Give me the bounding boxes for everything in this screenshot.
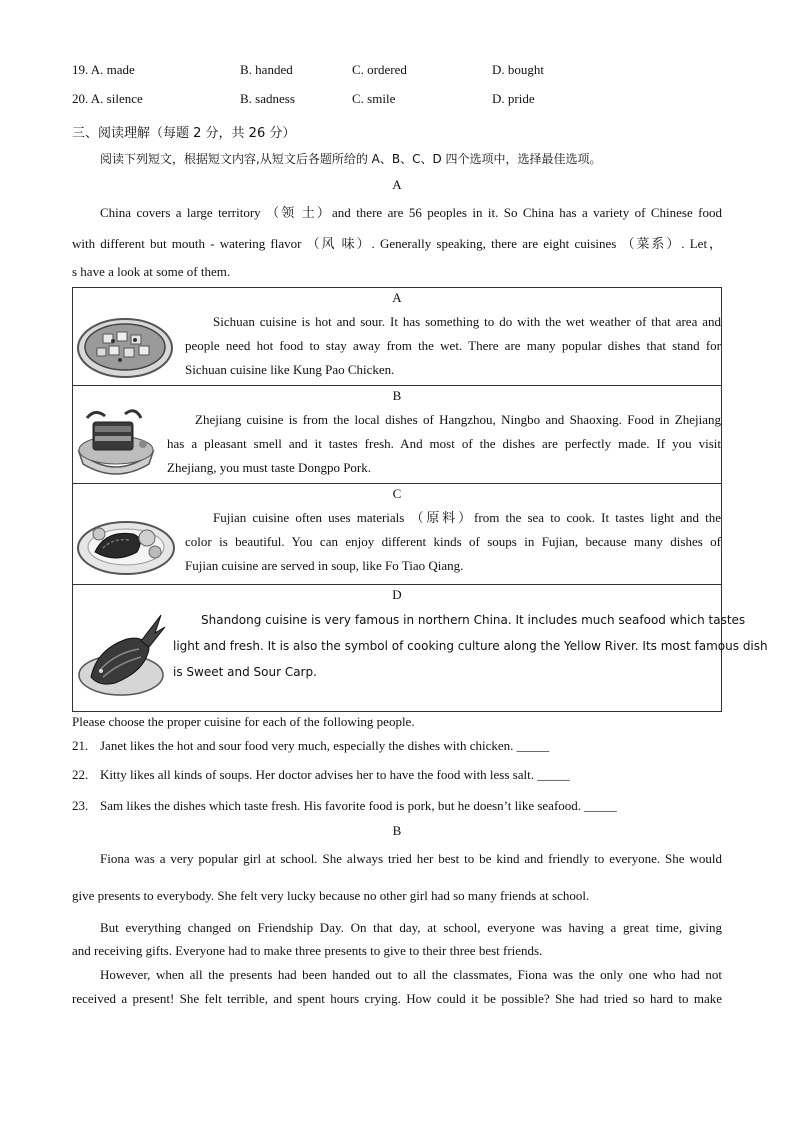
passage-b-line-1: Fiona was a very popular girl at school. She always tried her best to be kind and friendly to everyone. She would [100, 851, 722, 866]
passage-b-line-5: However, when all the presents had been handed out to all the classmates, Fiona was the only one who had not [100, 967, 722, 982]
q20-option-d: D. pride [492, 91, 535, 106]
q19-option-c: C. ordered [352, 62, 407, 77]
q20-option-a: 20. A. silence [72, 91, 143, 106]
zhejiang-line-2: has a pleasant smell and it tastes fresh. And most of the dishes are perfectly made. If you visit [167, 436, 721, 451]
zhejiang-text [167, 408, 721, 480]
passage-b-letter: B [392, 823, 402, 838]
passage-a-intro-line-1: China covers a large territory （领 土）and there are 56 peoples in it. So China has a variety of Chinese food [100, 205, 722, 220]
question-23-number: 23. [72, 798, 89, 813]
sichuan-line-2: people need hot food to stay away from the wet. There are many popular dishes that stand for [185, 338, 721, 353]
cuisine-row-letter: B [392, 388, 402, 403]
zhejiang-line-3: Zhejiang, you must taste Dongpo Pork. [167, 460, 372, 475]
passage-a-intro-line-3: s have a look at some of them. [72, 264, 231, 279]
q19-option-b: B. handed [240, 62, 293, 77]
cuisine-row-letter: D [392, 587, 402, 602]
fujian-line-3: Fujian cuisine are served in soup, like Fo Tiao Qiang. [185, 558, 464, 573]
passage-a-intro-line-2: with different but mouth - watering flavor （风 味）. Generally speaking, there are eight cuisines （菜系）. Let， [72, 236, 722, 251]
sichuan-line-1: Sichuan cuisine is hot and sour. It has something to do with the wet weather of that area and [213, 314, 721, 329]
fujian-text [185, 506, 721, 578]
cuisine-row-c [73, 484, 721, 585]
cuisine-row-letter: A [392, 290, 402, 305]
cuisine-prompt: Please choose the proper cuisine for each of the following people. [72, 714, 415, 729]
fujian-line-1: Fujian cuisine often uses materials （原料）from the sea to cook. It tastes light and the [213, 510, 721, 525]
sichuan-line-3: Sichuan cuisine like Kung Pao Chicken. [185, 362, 395, 377]
passage-b-line-6: received a present! She felt terrible, and spent hours crying. How could it be possible? She had tried so hard to make [72, 991, 722, 1006]
question-21-text: Janet likes the hot and sour food very much, especially the dishes with chicken. _____ [100, 738, 550, 753]
sichuan-dish-image [75, 310, 175, 380]
question-22-text: Kitty likes all kinds of soups. Her doctor advises her to have the food with less salt. _____ [100, 767, 570, 782]
passage-a-letter: A [392, 177, 402, 192]
q19-option-d: D. bought [492, 62, 544, 77]
section-instruction: 阅读下列短文，根据短文内容,从短文后各题所给的 A、B、C、D 四个选项中，选择最佳选项。 [100, 152, 602, 166]
fujian-line-2: color is beautiful. You can enjoy different kinds of soups in Fujian, because many dishes of [185, 534, 721, 549]
shandong-line-1: Shandong cuisine is very famous in northern China. It includes much seafood which tastes [201, 613, 746, 627]
cuisine-table [72, 287, 768, 712]
passage-b-line-4: and receiving gifts. Everyone had to make three presents to give to their three best friends. [72, 943, 543, 958]
question-23-text: Sam likes the dishes which taste fresh. His favorite food is pork, but he doesn’t like seafood. _____ [100, 798, 617, 813]
question-21-number: 21. [72, 738, 89, 753]
passage-b-line-3: But everything changed on Friendship Day. On that day, at school, everyone was having a great time, giving [100, 920, 722, 935]
shandong-line-3: is Sweet and Sour Carp. [173, 665, 317, 679]
shandong-line-2: light and fresh. It is also the symbol of cooking culture along the Yellow River. Its most famous dish [173, 639, 768, 653]
passage-b-line-2: give presents to everybody. She felt very lucky because no other girl had so many friends at school. [72, 888, 590, 903]
zhejiang-dish-image [75, 404, 157, 480]
section-title: 三、阅读理解（每题 2 分，共 26 分） [72, 126, 296, 141]
question-22-number: 22. [72, 767, 89, 782]
cuisine-row-b [73, 386, 721, 484]
q19-option-a: 19. A. made [72, 62, 135, 77]
shandong-text [173, 607, 768, 685]
zhejiang-line-1: Zhejiang cuisine is from the local dishes of Hangzhou, Ningbo and Shaoxing. Food in Zhejiang [195, 412, 721, 427]
shandong-dish-image [75, 609, 167, 701]
sichuan-text [185, 310, 721, 382]
q20-option-c: C. smile [352, 91, 396, 106]
cuisine-row-a [73, 288, 721, 386]
cuisine-row-letter: C [392, 486, 402, 501]
q20-option-b: B. sadness [240, 91, 295, 106]
fujian-dish-image [75, 508, 177, 578]
cuisine-row-d [73, 585, 768, 711]
